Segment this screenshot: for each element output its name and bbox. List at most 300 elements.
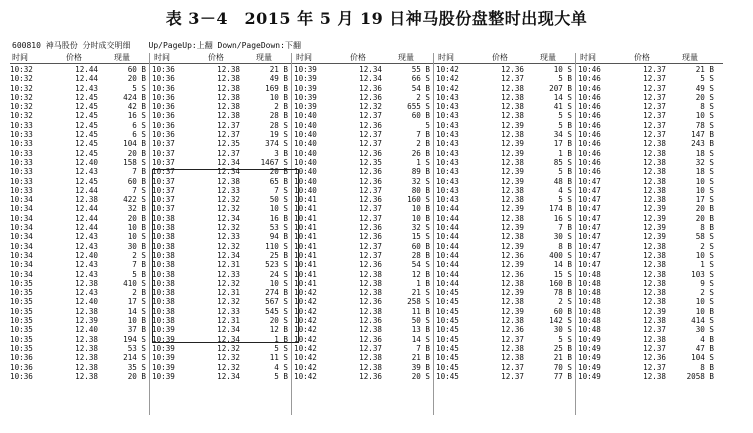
trade-volume: 60 B <box>553 306 572 316</box>
table-row <box>578 251 723 260</box>
table-row <box>436 139 581 148</box>
trade-volume: 160 B <box>549 278 572 288</box>
table-row <box>294 242 439 251</box>
table-row <box>10 279 155 288</box>
trade-volume: 424 B <box>123 92 146 102</box>
table-row <box>294 84 439 93</box>
trade-time: 10:42 <box>294 343 317 353</box>
table-row <box>578 372 723 381</box>
trade-price: 12.39 <box>501 148 524 158</box>
table-row <box>436 232 581 241</box>
trade-price: 12.38 <box>643 316 666 326</box>
trade-time: 10:33 <box>10 120 33 130</box>
trade-price: 12.33 <box>217 269 240 279</box>
trade-volume: 60 B <box>127 176 146 186</box>
trade-volume: 26 B <box>411 148 430 158</box>
trade-volume: 13 B <box>411 325 430 335</box>
trade-price: 12.36 <box>359 334 382 344</box>
trade-price: 12.38 <box>75 343 98 353</box>
trade-time: 10:42 <box>294 325 317 335</box>
trade-volume: 545 S <box>265 306 288 316</box>
trade-volume: 20 B <box>127 213 146 223</box>
trade-volume: 8 B <box>558 241 572 251</box>
trade-price: 12.34 <box>217 250 240 260</box>
trade-volume: 10 S <box>695 185 714 195</box>
trade-price: 12.33 <box>217 185 240 195</box>
table-row <box>10 297 155 306</box>
trade-price: 12.39 <box>501 139 524 149</box>
trade-price: 12.44 <box>75 74 98 84</box>
trade-time: 10:49 <box>578 362 601 372</box>
table-row <box>152 65 297 74</box>
trade-volume: 20 S <box>269 316 288 326</box>
trade-volume: 243 B <box>691 139 714 149</box>
trade-time: 10:38 <box>152 278 175 288</box>
trade-time: 10:41 <box>294 241 317 251</box>
trade-volume: 258 S <box>407 297 430 307</box>
trade-volume: 60 B <box>127 65 146 74</box>
trade-volume: 28 B <box>411 250 430 260</box>
trade-volume: 53 S <box>127 343 146 353</box>
volume-header: 现量 <box>682 53 698 62</box>
trade-volume: 47 B <box>695 343 714 353</box>
table-row <box>578 316 723 325</box>
trade-column-3 <box>294 53 439 381</box>
table-row <box>436 297 581 306</box>
trade-price: 12.38 <box>501 111 524 121</box>
trade-volume: 10 S <box>695 297 714 307</box>
trade-time: 10:32 <box>10 83 33 93</box>
trade-volume: 5 S <box>558 334 572 344</box>
trade-price: 12.36 <box>359 120 382 130</box>
trade-time: 10:45 <box>436 316 459 326</box>
table-row <box>436 344 581 353</box>
table-row <box>10 149 155 158</box>
trade-volume: 142 S <box>549 316 572 326</box>
column-header <box>10 53 155 64</box>
trade-time: 10:43 <box>436 139 459 149</box>
trade-price: 12.36 <box>501 269 524 279</box>
trade-price: 12.37 <box>643 120 666 130</box>
trade-price: 12.39 <box>501 260 524 270</box>
table-row <box>152 102 297 111</box>
trade-price: 12.39 <box>501 176 524 186</box>
time-header: 时间 <box>154 53 170 62</box>
trade-time: 10:44 <box>436 250 459 260</box>
trade-price: 12.31 <box>217 288 240 298</box>
trade-time: 10:48 <box>578 288 601 298</box>
trade-volume: 5 <box>425 120 430 130</box>
trade-price: 12.38 <box>75 306 98 316</box>
trade-price: 12.34 <box>217 157 240 167</box>
trade-price: 12.40 <box>75 297 98 307</box>
trade-time: 10:39 <box>152 362 175 372</box>
trade-time: 10:33 <box>10 157 33 167</box>
trade-price: 12.40 <box>75 250 98 260</box>
trade-time: 10:33 <box>10 139 33 149</box>
trade-price: 12.36 <box>359 297 382 307</box>
trade-volume: 10 S <box>269 278 288 288</box>
column-divider <box>433 53 434 415</box>
trade-volume: 2 B <box>416 139 430 149</box>
page-title: 表 3－4 2015 年 5 月 19 日神马股份盘整时出现大单 <box>165 9 588 28</box>
trade-volume: 160 S <box>407 195 430 205</box>
trade-price: 12.36 <box>359 148 382 158</box>
trade-volume: 6 S <box>132 120 146 130</box>
trade-price: 12.38 <box>501 92 524 102</box>
trade-time: 10:40 <box>294 139 317 149</box>
trade-time: 10:32 <box>10 74 33 84</box>
table-row <box>436 204 581 213</box>
trade-time: 10:41 <box>294 278 317 288</box>
trade-time: 10:40 <box>294 130 317 140</box>
trade-time: 10:46 <box>578 83 601 93</box>
trade-price: 12.37 <box>643 343 666 353</box>
trade-price: 12.38 <box>501 232 524 242</box>
trade-time: 10:34 <box>10 260 33 270</box>
trade-price: 12.45 <box>75 102 98 112</box>
trade-volume: 400 S <box>549 250 572 260</box>
trade-price: 12.36 <box>359 195 382 205</box>
trade-time: 10:36 <box>10 362 33 372</box>
trade-volume: 1 S <box>700 260 714 270</box>
table-row <box>578 344 723 353</box>
table-row <box>10 84 155 93</box>
trade-price: 12.32 <box>217 241 240 251</box>
trade-time: 10:45 <box>436 288 459 298</box>
trade-price: 12.37 <box>359 343 382 353</box>
table-row <box>10 186 155 195</box>
trade-volume: 5 B <box>132 269 146 279</box>
trade-time: 10:42 <box>436 74 459 84</box>
trade-volume: 655 S <box>407 102 430 112</box>
table-row <box>10 232 155 241</box>
trade-volume: 21 B <box>411 353 430 363</box>
trade-price: 12.38 <box>501 343 524 353</box>
table-row <box>10 242 155 251</box>
trade-price: 12.38 <box>643 148 666 158</box>
trade-volume: 32 B <box>127 204 146 214</box>
trade-time: 10:44 <box>436 269 459 279</box>
trade-price: 12.39 <box>501 204 524 214</box>
table-row <box>578 214 723 223</box>
trade-time: 10:43 <box>436 111 459 121</box>
trade-time: 10:42 <box>294 362 317 372</box>
table-row <box>436 121 581 130</box>
table-row <box>10 363 155 372</box>
trade-time: 10:42 <box>294 334 317 344</box>
trade-time: 10:41 <box>294 204 317 214</box>
trade-price: 12.38 <box>75 334 98 344</box>
table-row <box>10 204 155 213</box>
table-row <box>436 288 581 297</box>
trade-volume: 10 B <box>695 306 714 316</box>
trade-time: 10:33 <box>10 148 33 158</box>
trade-volume: 35 S <box>127 362 146 372</box>
trade-volume: 422 S <box>123 195 146 205</box>
trade-volume: 14 S <box>127 306 146 316</box>
table-row <box>436 102 581 111</box>
trade-price: 12.45 <box>75 92 98 102</box>
trade-price: 12.34 <box>359 65 382 74</box>
trade-time: 10:39 <box>294 102 317 112</box>
trade-time: 10:43 <box>436 167 459 177</box>
trade-time: 10:39 <box>152 343 175 353</box>
table-row <box>294 288 439 297</box>
trade-price: 12.37 <box>501 362 524 372</box>
trade-price: 12.32 <box>217 353 240 363</box>
trade-price: 12.37 <box>359 111 382 121</box>
trade-time: 10:35 <box>10 343 33 353</box>
trade-volume: 158 S <box>123 157 146 167</box>
trade-volume: 10 S <box>695 250 714 260</box>
trade-price: 12.45 <box>75 176 98 186</box>
trade-time: 10:38 <box>152 213 175 223</box>
trade-time: 10:47 <box>578 185 601 195</box>
trade-time: 10:44 <box>436 241 459 251</box>
trade-volume: 1 B <box>274 334 288 344</box>
trade-price: 12.36 <box>359 260 382 270</box>
trade-time: 10:43 <box>436 176 459 186</box>
trade-time: 10:32 <box>10 111 33 121</box>
table-row <box>10 93 155 102</box>
table-row <box>294 316 439 325</box>
trade-time: 10:36 <box>152 120 175 130</box>
trade-time: 10:38 <box>152 223 175 233</box>
trade-time: 10:49 <box>578 371 601 381</box>
trade-volume: 20 B <box>269 167 288 177</box>
trade-volume: 5 B <box>558 167 572 177</box>
trade-volume: 14 S <box>553 92 572 102</box>
trade-time: 10:47 <box>578 204 601 214</box>
trade-price: 12.34 <box>217 213 240 223</box>
trade-time: 10:33 <box>10 176 33 186</box>
table-row <box>294 344 439 353</box>
table-row <box>436 353 581 362</box>
trade-time: 10:43 <box>436 120 459 130</box>
trade-time: 10:40 <box>294 167 317 177</box>
trade-price: 12.43 <box>75 232 98 242</box>
trade-price: 12.38 <box>359 325 382 335</box>
trade-volume: 174 B <box>549 204 572 214</box>
trade-column-5 <box>578 53 723 381</box>
trade-price: 12.39 <box>75 316 98 326</box>
trade-volume: 15 S <box>553 269 572 279</box>
trade-time: 10:37 <box>152 148 175 158</box>
table-row <box>10 288 155 297</box>
trade-price: 12.32 <box>217 278 240 288</box>
trade-time: 10:47 <box>578 232 601 242</box>
trade-volume: 17 S <box>127 297 146 307</box>
trade-time: 10:34 <box>10 250 33 260</box>
trade-time: 10:46 <box>578 92 601 102</box>
table-row <box>294 74 439 83</box>
trade-volume: 4 B <box>700 334 714 344</box>
table-row <box>10 353 155 362</box>
table-row <box>152 130 297 139</box>
table-row <box>294 363 439 372</box>
trade-time: 10:46 <box>578 111 601 121</box>
table-row <box>436 84 581 93</box>
trade-price: 12.38 <box>643 139 666 149</box>
trade-price: 12.38 <box>75 371 98 381</box>
trade-volume: 24 S <box>269 269 288 279</box>
table-row <box>578 270 723 279</box>
trade-price: 12.38 <box>501 353 524 363</box>
trade-volume: 10 S <box>269 204 288 214</box>
table-row <box>294 325 439 334</box>
table-row <box>578 242 723 251</box>
trade-volume: 54 B <box>411 83 430 93</box>
table-row <box>10 251 155 260</box>
trade-time: 10:46 <box>578 120 601 130</box>
trade-volume: 5 S <box>132 83 146 93</box>
table-row <box>578 167 723 176</box>
trade-time: 10:39 <box>294 83 317 93</box>
trade-price: 12.36 <box>359 232 382 242</box>
trade-price: 12.37 <box>643 83 666 93</box>
trade-time: 10:44 <box>436 260 459 270</box>
trade-volume: 15 S <box>411 232 430 242</box>
table-row <box>578 260 723 269</box>
table-row <box>152 363 297 372</box>
time-header: 时间 <box>296 53 312 62</box>
trade-volume: 2 S <box>132 250 146 260</box>
trade-time: 10:48 <box>578 316 601 326</box>
table-row <box>578 297 723 306</box>
table-row <box>294 335 439 344</box>
trade-time: 10:38 <box>152 232 175 242</box>
table-row <box>294 139 439 148</box>
trade-volume: 104 S <box>691 353 714 363</box>
trade-price: 12.44 <box>75 65 98 74</box>
trade-price: 12.38 <box>359 362 382 372</box>
trade-price: 12.39 <box>643 232 666 242</box>
trade-price: 12.34 <box>217 167 240 177</box>
table-row <box>436 149 581 158</box>
trade-time: 10:46 <box>578 139 601 149</box>
trade-time: 10:35 <box>10 325 33 335</box>
trade-price: 12.43 <box>75 269 98 279</box>
trade-time: 10:34 <box>10 223 33 233</box>
table-row <box>10 344 155 353</box>
table-row <box>152 344 297 353</box>
trade-time: 10:37 <box>152 157 175 167</box>
table-row <box>294 177 439 186</box>
trade-price: 12.37 <box>501 371 524 381</box>
highlight-box <box>152 169 299 343</box>
trade-time: 10:46 <box>578 167 601 177</box>
trade-volume: 12 B <box>411 269 430 279</box>
table-row <box>294 158 439 167</box>
trade-price: 12.38 <box>75 278 98 288</box>
trade-price: 12.38 <box>217 74 240 84</box>
table-row <box>294 372 439 381</box>
trade-volume: 16 B <box>269 213 288 223</box>
trade-price: 12.38 <box>501 316 524 326</box>
trade-volume: 20 B <box>695 213 714 223</box>
trade-time: 10:46 <box>578 102 601 112</box>
trade-time: 10:48 <box>578 278 601 288</box>
trade-volume: 414 S <box>691 316 714 326</box>
table-row <box>294 130 439 139</box>
trade-volume: 41 S <box>553 102 572 112</box>
table-row <box>10 335 155 344</box>
table-row <box>10 214 155 223</box>
trade-price: 12.43 <box>75 83 98 93</box>
table-row <box>294 204 439 213</box>
table-row <box>436 195 581 204</box>
table-row <box>10 121 155 130</box>
trade-time: 10:39 <box>152 334 175 344</box>
trade-time: 10:34 <box>10 204 33 214</box>
table-row <box>294 251 439 260</box>
table-row <box>294 223 439 232</box>
trade-price: 12.37 <box>501 74 524 84</box>
trade-price: 12.38 <box>501 185 524 195</box>
trade-price: 12.38 <box>501 130 524 140</box>
trade-volume: 55 B <box>411 65 430 74</box>
trade-price: 12.35 <box>359 157 382 167</box>
trade-time: 10:38 <box>152 269 175 279</box>
table-row <box>578 149 723 158</box>
trade-volume: 19 S <box>269 130 288 140</box>
table-row <box>294 260 439 269</box>
trade-volume: 7 S <box>132 185 146 195</box>
trade-time: 10:36 <box>152 130 175 140</box>
trade-time: 10:45 <box>436 297 459 307</box>
trade-price: 12.38 <box>359 288 382 298</box>
trade-price: 12.31 <box>217 260 240 270</box>
trade-time: 10:41 <box>294 250 317 260</box>
trade-price: 12.45 <box>75 139 98 149</box>
trade-price: 12.38 <box>643 241 666 251</box>
trade-volume: 32 S <box>695 157 714 167</box>
trade-price: 12.37 <box>217 148 240 158</box>
trade-price: 12.40 <box>75 157 98 167</box>
table-row <box>578 158 723 167</box>
trade-volume: 49 S <box>695 83 714 93</box>
table-row <box>578 195 723 204</box>
table-row <box>578 223 723 232</box>
trade-volume: 11 B <box>411 306 430 316</box>
trade-volume: 21 S <box>411 288 430 298</box>
trade-volume: 60 B <box>411 241 430 251</box>
table-row <box>294 121 439 130</box>
trade-time: 10:36 <box>10 371 33 381</box>
trade-time: 10:43 <box>436 157 459 167</box>
trade-time: 10:45 <box>436 325 459 335</box>
trade-price: 12.38 <box>501 278 524 288</box>
trade-time: 10:35 <box>10 288 33 298</box>
trade-volume: 3 B <box>274 148 288 158</box>
volume-header: 现量 <box>398 53 414 62</box>
table-row <box>578 204 723 213</box>
trade-volume: 10 S <box>695 111 714 121</box>
trade-time: 10:36 <box>152 102 175 112</box>
table-row <box>436 260 581 269</box>
trade-time: 10:43 <box>436 102 459 112</box>
trade-time: 10:35 <box>10 297 33 307</box>
trade-volume: 32 S <box>411 223 430 233</box>
trade-volume: 5 S <box>700 74 714 84</box>
trade-time: 10:42 <box>436 83 459 93</box>
table-row <box>10 177 155 186</box>
trade-time: 10:45 <box>436 306 459 316</box>
trade-time: 10:49 <box>578 334 601 344</box>
trade-volume: 30 B <box>127 241 146 251</box>
table-row <box>578 130 723 139</box>
